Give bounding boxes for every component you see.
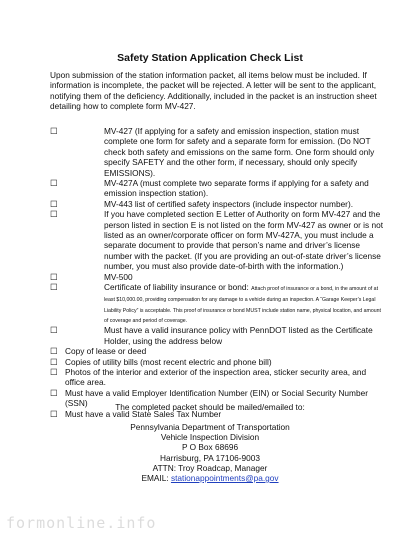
address-line: Vehicle Inspection Division	[160, 432, 260, 443]
mailing-instruction: The completed packet should be mailed/emailed to:	[115, 402, 305, 412]
checkbox-icon[interactable]: ☐	[50, 356, 58, 367]
checklist-item-text: Certificate of liability insurance or bond:	[104, 282, 249, 293]
checkbox-icon[interactable]: ☐	[50, 408, 58, 419]
watermark-text: formonline.info	[6, 514, 157, 532]
checklist-item-text: MV-500	[104, 271, 133, 282]
checkbox-icon[interactable]: ☐	[50, 198, 58, 209]
checkbox-icon[interactable]: ☐	[50, 366, 58, 377]
checklist-item-note: Attach proof of insurance or a bond, in the amount of at least $10,000.00, providing compensation for any damage to a vehicle during an inspection. A “Garage Keeper’s Legal Liability Policy” is acceptable. This proof of insurance or bond MUST include station name, physical location, and amount of coverage and period of coverage.	[104, 286, 381, 325]
address-line: Pennsylvania Department of Transportation	[130, 422, 290, 432]
page-title: Safety Station Application Check List	[117, 52, 303, 64]
email-link[interactable]: stationappointments@pa.gov	[170, 473, 279, 484]
checklist-item	[50, 178, 386, 199]
checklist-item	[50, 126, 386, 178]
checklist-item	[50, 199, 386, 209]
intro-paragraph: Upon submission of the station information packet, all items below must be included. If information is incomplete, the packet will be rejected. A letter will be sent to the applicant, notifying them of the deficiency. Additionally, included in the packet is an instruction sheet detailing how to complete form MV-427.	[50, 70, 377, 112]
email-line	[0, 473, 420, 483]
checkbox-icon[interactable]: ☐	[50, 271, 58, 282]
checklist-item	[50, 282, 386, 325]
checklist-item	[50, 325, 386, 346]
checklist-item-text: MV-443 list of certified safety inspectors (include inspector number).	[104, 198, 354, 209]
checklist-item-text: MV-427A (must complete two separate forms if applying for a safety and emission inspection station).	[104, 178, 369, 199]
checklist-item-text: If you have completed section E Letter of Authority on form MV-427 and the person listed in section E is not listed on the form MV-427 as owner or is not listed as an owner/corporate officer on form MV-427A, you must include a separate document to provide that person’s name and driver’s license number with the packet. (If you are providing an out-of-state driver’s license number, you must also provide date-of-birth with the information.)	[104, 209, 384, 272]
address-line: ATTN: Troy Roadcap, Manager	[152, 462, 268, 473]
checklist	[50, 126, 386, 419]
address-line: Harrisburg, PA 17106-9003	[160, 452, 260, 463]
checklist-item	[50, 272, 386, 282]
checklist-item	[50, 209, 386, 271]
checkbox-icon[interactable]: ☐	[50, 209, 58, 220]
mailing-address	[0, 422, 420, 483]
checklist-item-text: Copy of lease or deed	[65, 346, 147, 357]
checkbox-icon[interactable]: ☐	[50, 126, 58, 136]
checkbox-icon[interactable]: ☐	[50, 178, 58, 189]
checklist-item	[50, 357, 386, 367]
address-line: P O Box 68696	[181, 442, 239, 453]
checklist-item-text: Must have a valid State Sales Tax Number	[65, 408, 222, 419]
checklist-item	[50, 346, 386, 356]
checkbox-icon[interactable]: ☐	[50, 282, 58, 293]
checklist-item-text: Photos of the interior and exterior of the inspection area, sticker security area, and office area.	[65, 366, 367, 388]
checkbox-icon[interactable]: ☐	[50, 346, 58, 357]
checkbox-icon[interactable]: ☐	[50, 387, 58, 398]
checklist-item-text: MV-427 (If applying for a safety and emission inspection, station must complete one form for safety and a separate form for emission. (Do NOT check both safety and emissions on the same form. One form should only specify SAFETY and the other form, if necessary, should only specify EMISSIONS).	[104, 126, 375, 178]
checklist-item-text: Copies of utility bills (most recent electric and phone bill)	[65, 356, 272, 367]
checkbox-icon[interactable]: ☐	[50, 325, 58, 336]
email-label: EMAIL:	[141, 473, 171, 484]
checklist-item-text: Must have a valid insurance policy with PennDOT listed as the Certificate Holder, using the address below	[104, 325, 373, 346]
checklist-item	[50, 367, 386, 388]
checklist-item-text: Must have a valid Employer Identification Number (EIN) or Social Security Number (SSN)	[65, 387, 368, 409]
